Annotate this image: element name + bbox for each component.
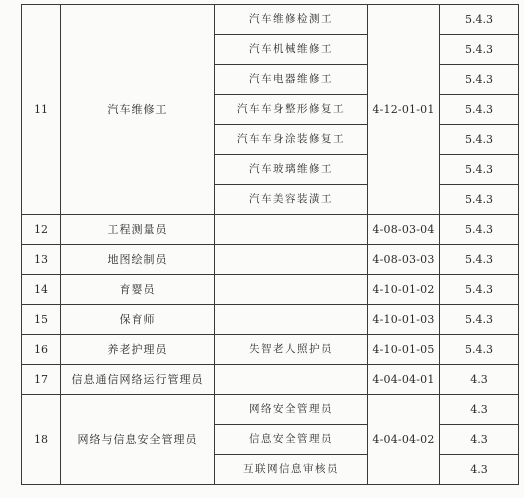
occupation-name: 信息通信网络运行管理员 xyxy=(61,365,215,395)
row-number: 13 xyxy=(22,245,61,275)
skill-levels: 5.4.3 xyxy=(440,35,519,65)
skill-levels: 4.3 xyxy=(440,455,519,485)
skill-levels: 5.4.3 xyxy=(440,215,519,245)
occupation-name: 工程测量员 xyxy=(61,215,215,245)
sub-occupation: 汽车玻璃维修工 xyxy=(215,155,368,185)
occupation-name: 网络与信息安全管理员 xyxy=(61,395,215,485)
sub-occupation: 互联网信息审核员 xyxy=(215,455,368,485)
sub-occupation xyxy=(215,365,368,395)
occupation-code: 4-08-03-04 xyxy=(368,215,440,245)
sub-occupation: 网络安全管理员 xyxy=(215,395,368,425)
table-row xyxy=(22,5,519,35)
skill-levels: 5.4.3 xyxy=(440,335,519,365)
table-row xyxy=(22,245,519,275)
skill-levels: 5.4.3 xyxy=(440,125,519,155)
sub-occupation: 信息安全管理员 xyxy=(215,425,368,455)
occupation-name: 育婴员 xyxy=(61,275,215,305)
table-row xyxy=(22,215,519,245)
row-number: 14 xyxy=(22,275,61,305)
occupation-code: 4-04-04-01 xyxy=(368,365,440,395)
sub-occupation: 汽车维修检测工 xyxy=(215,5,368,35)
occupation-code: 4-10-01-03 xyxy=(368,305,440,335)
occupation-table xyxy=(21,4,519,485)
sub-occupation: 汽车车身涂装修复工 xyxy=(215,125,368,155)
occupation-code: 4-08-03-03 xyxy=(368,245,440,275)
sub-occupation xyxy=(215,215,368,245)
sub-occupation: 汽车美容装潢工 xyxy=(215,185,368,215)
sub-occupation xyxy=(215,305,368,335)
sub-occupation xyxy=(215,275,368,305)
sub-occupation xyxy=(215,245,368,275)
occupation-code: 4-10-01-05 xyxy=(368,335,440,365)
row-number: 16 xyxy=(22,335,61,365)
table-row xyxy=(22,365,519,395)
occupation-name: 养老护理员 xyxy=(61,335,215,365)
row-number: 12 xyxy=(22,215,61,245)
skill-levels: 4.3 xyxy=(440,365,519,395)
skill-levels: 4.3 xyxy=(440,425,519,455)
skill-levels: 5.4.3 xyxy=(440,95,519,125)
occupation-name: 保育师 xyxy=(61,305,215,335)
table-row xyxy=(22,395,519,425)
skill-levels: 5.4.3 xyxy=(440,155,519,185)
row-number: 11 xyxy=(22,5,61,215)
occupation-name: 地图绘制员 xyxy=(61,245,215,275)
skill-levels: 5.4.3 xyxy=(440,245,519,275)
skill-levels: 5.4.3 xyxy=(440,5,519,35)
skill-levels: 5.4.3 xyxy=(440,305,519,335)
occupation-code: 4-10-01-02 xyxy=(368,275,440,305)
row-number: 17 xyxy=(22,365,61,395)
row-number: 18 xyxy=(22,395,61,485)
table-row xyxy=(22,275,519,305)
skill-levels: 5.4.3 xyxy=(440,275,519,305)
row-number: 15 xyxy=(22,305,61,335)
sub-occupation: 汽车机械维修工 xyxy=(215,35,368,65)
occupation-code: 4-04-04-02 xyxy=(368,395,440,485)
skill-levels: 5.4.3 xyxy=(440,185,519,215)
sub-occupation: 失智老人照护员 xyxy=(215,335,368,365)
sub-occupation: 汽车车身整形修复工 xyxy=(215,95,368,125)
table-row xyxy=(22,305,519,335)
occupation-name: 汽车维修工 xyxy=(61,5,215,215)
sub-occupation: 汽车电器维修工 xyxy=(215,65,368,95)
table-row xyxy=(22,335,519,365)
skill-levels: 5.4.3 xyxy=(440,65,519,95)
occupation-code: 4-12-01-01 xyxy=(368,5,440,215)
skill-levels: 4.3 xyxy=(440,395,519,425)
